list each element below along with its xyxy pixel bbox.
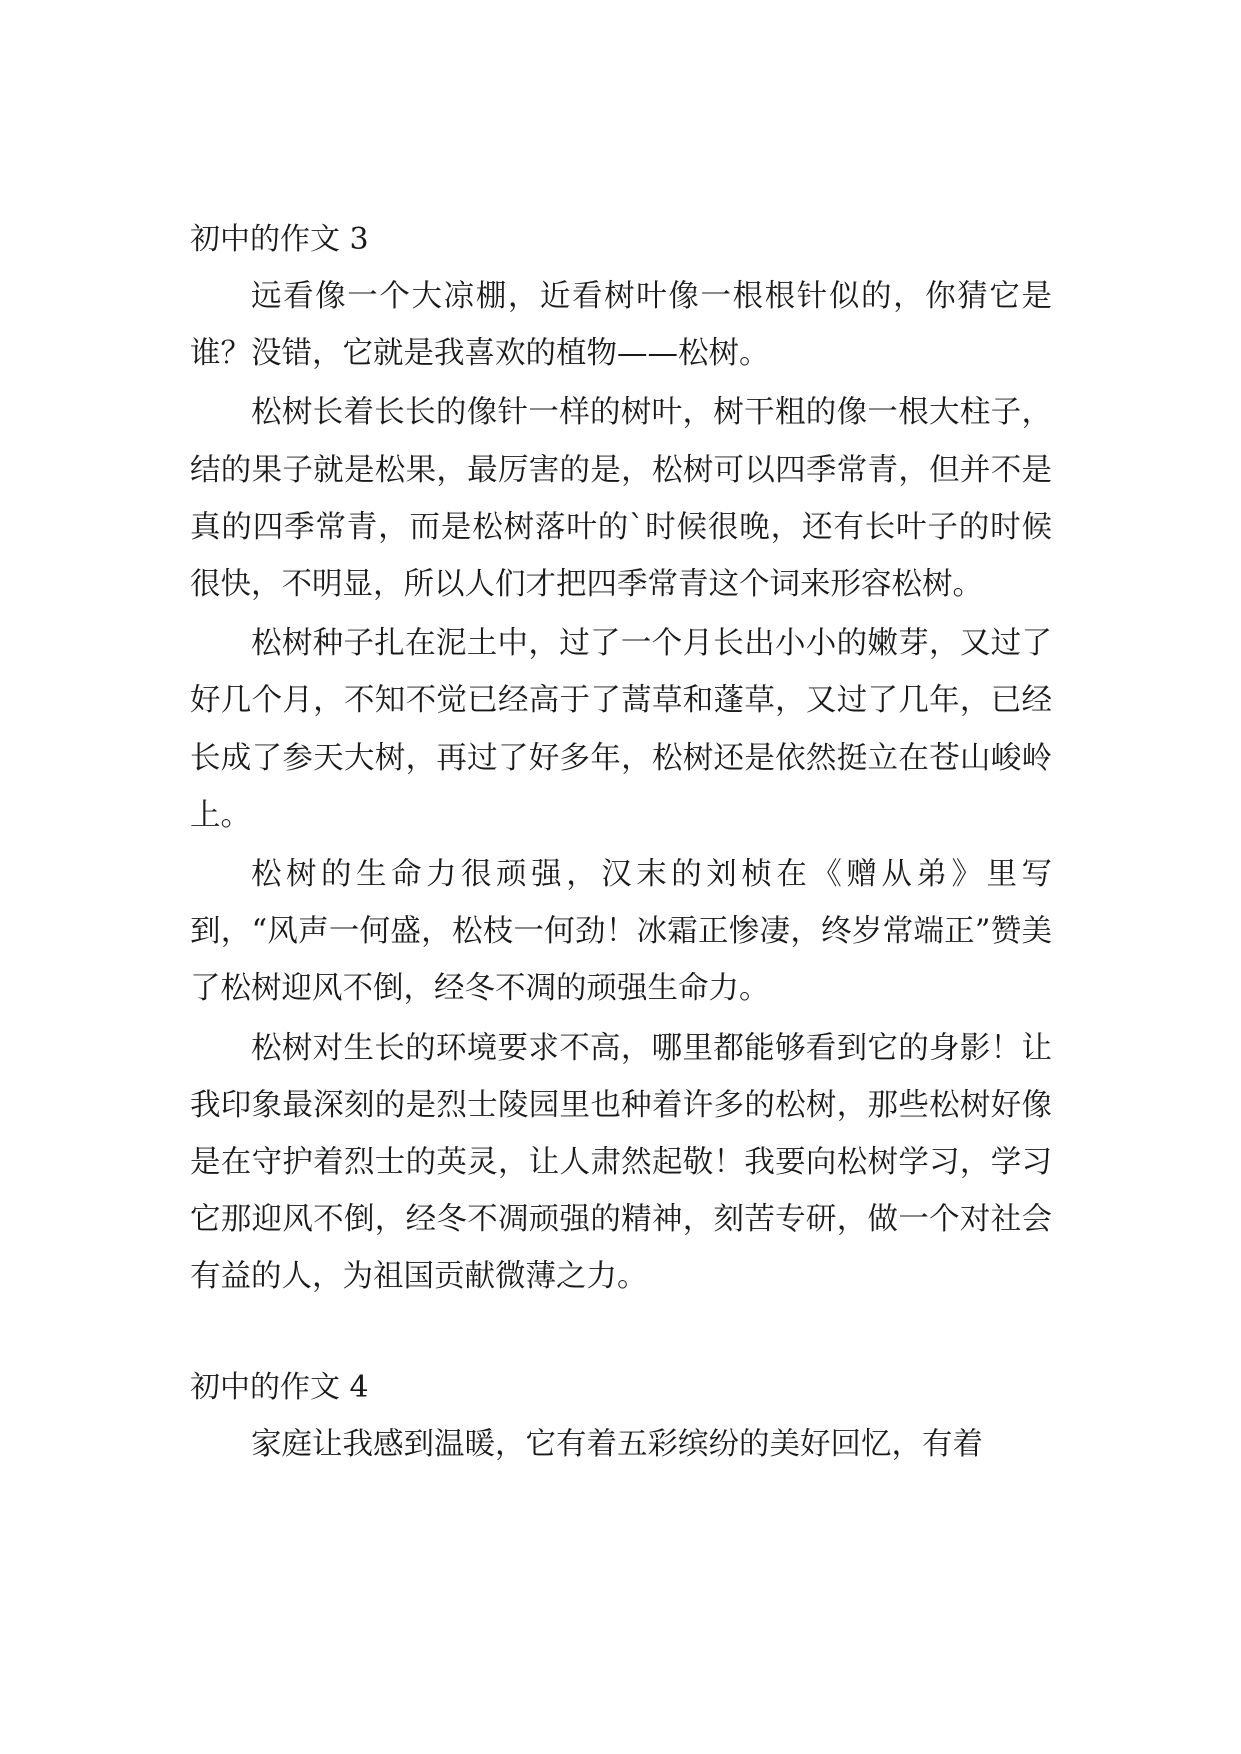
paragraph: 松树长着长长的像针一样的树叶，树干粗的像一根大柱子，结的果子就是松果，最厉害的是，松树可以四季常青，但并不是真的四季常青，而是松树落叶的`时候很晚，还有长叶子的时候很快，不明显，所以人们才把四季常青这个词来形容松树。 [190,395,1052,603]
document-page [190,212,1052,1473]
essay-section-4 [190,1360,1052,1473]
paragraph: 家庭让我感到温暖，它有着五彩缤纷的美好回忆，有着 [251,1426,983,1462]
section-heading: 初中的作文 3 [190,222,369,257]
paragraph: 远看像一个大凉棚，近看树叶像一根根针似的，你猜它是谁？没错，它就是我喜欢的植物——松树。 [190,279,1052,372]
paragraph: 松树的生命力很顽强，汉末的刘桢在《赠从弟》里写到，“风声一何盛，松枝一何劲！冰霜正惨凄，终岁常端正”赞美了松树迎风不倒，经冬不凋的顽强生命力。 [190,857,1052,1007]
paragraph: 松树种子扎在泥土中，过了一个月长出小小的嫩芽，又过了好几个月，不知不觉已经高于了蒿草和蓬草，又过了几年，已经长成了参天大树，再过了好多年，松树还是依然挺立在苍山峻岭上。 [190,626,1052,833]
essay-section-3 [190,212,1052,1306]
section-heading: 初中的作文 4 [190,1369,369,1405]
paragraph: 松树对生长的环境要求不高，哪里都能够看到它的身影！让我印象最深刻的是烈士陵园里也种着许多的松树，那些松树好像是在守护着烈士的英灵，让人肃然起敬！我要向松树学习，学习它那迎风不倒，经冬不凋顽强的精神，刻苦专研，做一个对社会有益的人，为祖国贡献微薄之力。 [190,1030,1052,1295]
